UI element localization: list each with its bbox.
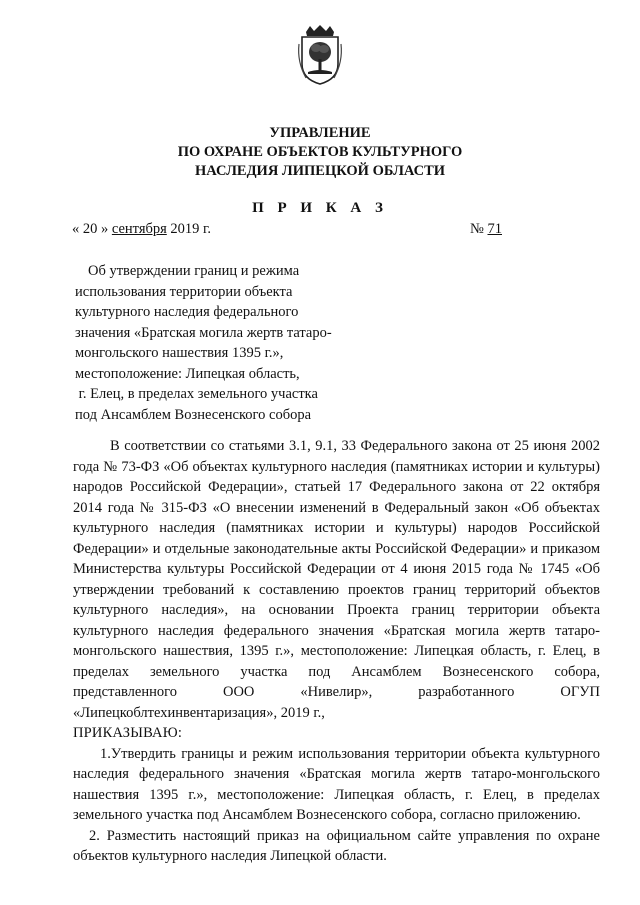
order-item-1: 1.Утвердить границы и режим использования территории объекта культурного наследия федерального значения «Братская могила жертв татаро-монгольского нашествия 1395 г.», местоположение: Липецкая область, г. Елец, в пределах земельного участка под Ансамблем Вознесенского собора, согласно приложению. xyxy=(73,745,600,823)
number-prefix: № xyxy=(470,221,484,237)
issuer-line-1: УПРАВЛЕНИЕ xyxy=(269,125,371,141)
order-keyword: ПРИКАЗЫВАЮ: xyxy=(73,725,183,741)
document-title: П Р И К А З xyxy=(252,200,388,216)
number-value: 71 xyxy=(487,221,502,237)
issuer-line-3: НАСЛЕДИЯ ЛИПЕЦКОЙ ОБЛАСТИ xyxy=(194,163,446,179)
issuer-line-2: ПО ОХРАНЕ ОБЪЕКТОВ КУЛЬТУРНОГО xyxy=(177,144,463,160)
preamble-paragraph: В соответствии со статьями 3.1, 9.1, 33 Федерального закона от 25 июня 2002 года № 73-ФЗ «Об объектах культурного наследия (памятниках истории и культуры) народов Российской Федерации», статьей 17 Федерального закона от 22 октября 2014 года № 315-ФЗ «О внесении изменений в Федеральный закон «Об объектах культурного наследия (памятниках истории и культуры) народов Российской Федерации» и отдельные законодательные акты Российской Федерации» и приказом Министерства культуры Российской Федерации от 4 июня 2015 года № 1745 «Об утверждении требований к составлению проектов границ территорий объектов культурного наследия», на основании Проекта границ территории объекта культурного наследия федерального значения «Братская могила жертв татаро-монгольского нашествия, 1395 г.», местоположение: Липецкая область, г. Елец, в пределах земельного участка под Ансамблем Вознесенского собора, представленного ООО «Нивелир», разработанного ОГУП «Липецкоблтехинвентаризация», 2019 г., xyxy=(73,438,600,721)
order-body xyxy=(73,436,600,867)
date-day: « 20 » xyxy=(72,221,109,237)
issuer-header xyxy=(0,124,640,181)
lipetsk-coat-of-arms-icon xyxy=(296,24,344,86)
subject-line: г. Елец, в пределах земельного участка xyxy=(75,386,318,402)
subject-line: монгольского нашествия 1395 г.», xyxy=(75,345,284,361)
date-year: 2019 г. xyxy=(170,221,211,237)
order-item-2: 2. Разместить настоящий приказ на официальном сайте управления по охране объектов культурного наследия Липецкой области. xyxy=(73,827,600,864)
subject-line: культурного наследия федерального xyxy=(75,304,299,320)
subject-line: использования территории объекта xyxy=(75,283,293,300)
order-subject xyxy=(75,261,375,425)
order-date xyxy=(72,221,211,238)
subject-line: под Ансамблем Вознесенского собора xyxy=(75,406,312,423)
subject-line: местоположение: Липецкая область, xyxy=(75,365,300,382)
subject-line: Об утверждении границ и режима xyxy=(88,263,300,279)
date-month: сентября xyxy=(111,221,167,237)
subject-line: значения «Братская могила жертв татаро- xyxy=(75,324,332,341)
order-number xyxy=(470,221,502,238)
